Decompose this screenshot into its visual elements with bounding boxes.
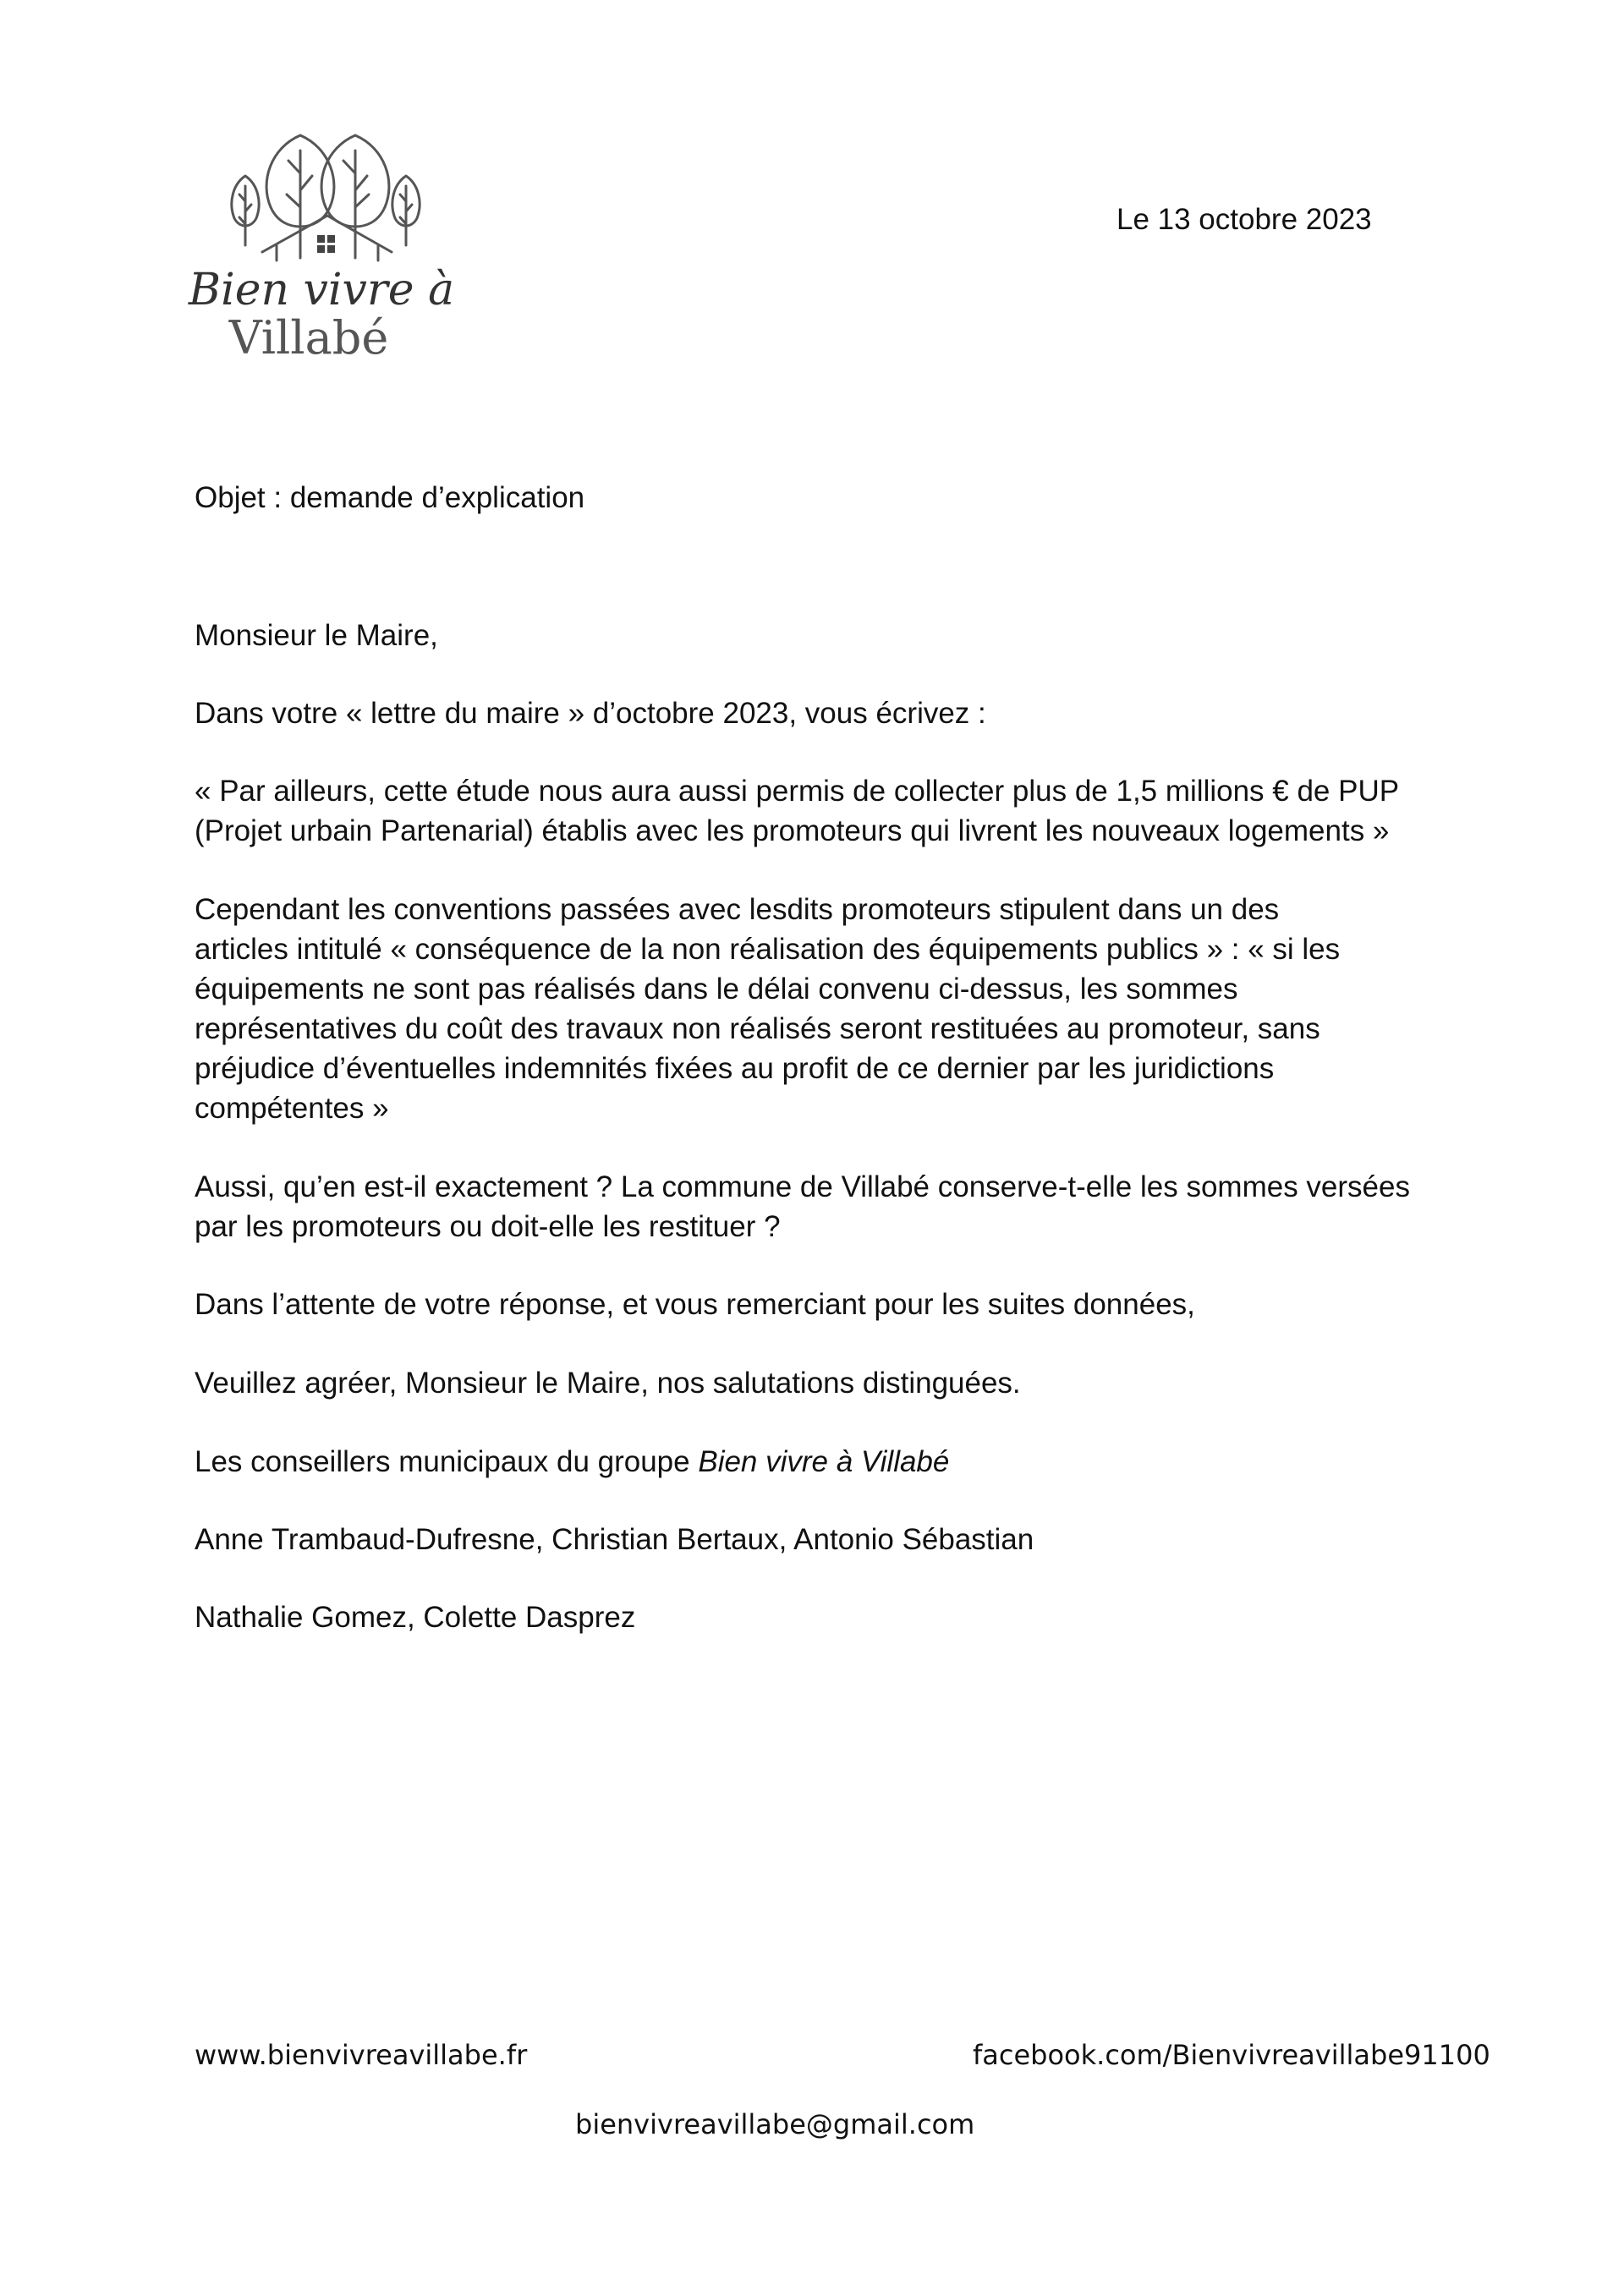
signatories-line: Anne Trambaud-Dufresne, Christian Bertaux, Antonio Sébastian (195, 1523, 1034, 1556)
logo-line1: Bien vivre à (188, 265, 455, 315)
signatories-2 (195, 1597, 1446, 1637)
question-line: par les promoteurs ou doit-elle les restituer ? (195, 1210, 781, 1243)
logo-line2: Villabé (228, 311, 389, 364)
signatories-line: Nathalie Gomez, Colette Dasprez (195, 1601, 636, 1634)
footer-website-link[interactable]: www.bienvivreavillabe.fr (195, 2039, 528, 2071)
signature-intro: Les conseillers municipaux du groupe (195, 1445, 699, 1478)
quote-line: (Projet urbain Partenarial) établis avec les promoteurs qui livrent les nouveaux logements » (195, 814, 1390, 847)
conventions-line: représentatives du coût des travaux non réalisés seront restituées au promoteur, sans (195, 1012, 1320, 1045)
signature-group: Bien vivre à Villabé (698, 1445, 950, 1478)
quote-paragraph (195, 771, 1446, 851)
conventions-line: équipements ne sont pas réalisés dans le délai convenu ci-dessus, les sommes (195, 973, 1238, 1006)
conventions-line: préjudice d’éventuelles indemnités fixées au profit de ce dernier par les juridictions (195, 1052, 1275, 1085)
footer-facebook-link[interactable]: facebook.com/Bienvivreavillabe91100 (973, 2039, 1490, 2071)
quote-line: « Par ailleurs, cette étude nous aura aussi permis de collecter plus de 1,5 millions € de PUP (195, 775, 1400, 808)
signature-paragraph (195, 1442, 1446, 1482)
waiting-paragraph (195, 1285, 1446, 1324)
signatories-1 (195, 1520, 1446, 1559)
conventions-line: articles intitulé « conséquence de la non réalisation des équipements publics » : « si les (195, 933, 1341, 966)
conventions-line: Cependant les conventions passées avec lesdits promoteurs stipulent dans un des (195, 893, 1280, 926)
letter-subject (195, 478, 1446, 518)
intro-line: Dans votre « lettre du maire » d’octobre 2023, vous écrivez : (195, 697, 986, 730)
salutation-line: Monsieur le Maire, (195, 619, 438, 652)
intro-paragraph (195, 693, 1446, 733)
logo (182, 127, 461, 368)
waiting-line: Dans l’attente de votre réponse, et vous remerciant pour les suites données, (195, 1288, 1195, 1321)
closing-line: Veuillez agréer, Monsieur le Maire, nos salutations distinguées. (195, 1367, 1021, 1400)
question-line: Aussi, qu’en est-il exactement ? La commune de Villabé conserve-t-elle les sommes versées (195, 1170, 1410, 1203)
conventions-line: compétentes » (195, 1092, 389, 1125)
salutation (195, 616, 1446, 655)
letter-date: Le 13 octobre 2023 (1116, 203, 1372, 236)
footer-email-link[interactable]: bienvivreavillabe@gmail.com (575, 2108, 975, 2140)
conventions-paragraph (195, 890, 1446, 1128)
question-paragraph (195, 1167, 1446, 1247)
closing-paragraph (195, 1363, 1446, 1403)
subject-line: Objet : demande d’explication (195, 481, 585, 514)
